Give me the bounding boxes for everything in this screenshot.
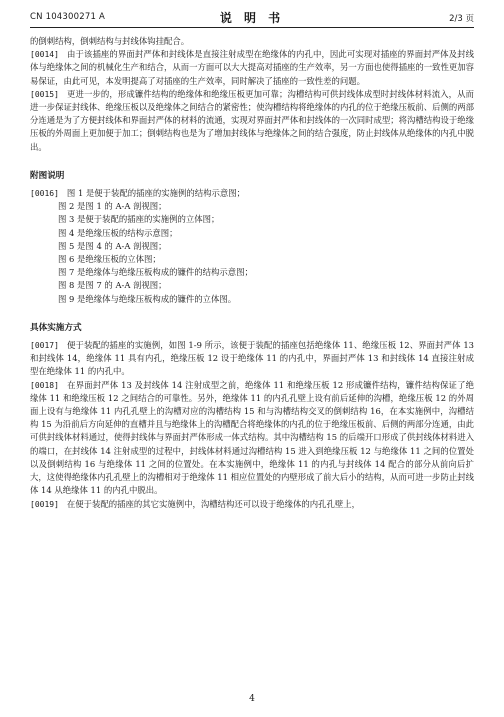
page-indicator: 2/3 页	[449, 14, 474, 24]
paragraph-number: [0015]	[30, 89, 59, 99]
page-number: 4	[249, 694, 255, 704]
section-heading-figures: 附图说明	[30, 170, 65, 181]
figure-item: 图 5 是图 4 的 A-A 剖视图；	[58, 240, 167, 251]
paragraph-number: [0016]	[30, 189, 59, 199]
paragraph-number: [0018]	[30, 380, 59, 390]
paragraph-0014: [0014] 由于该插座的界面封严体和封线体是直接注射成型在绝缘体的内孔中，因此可实现对插座的界面封严体及封线体与绝缘体之间的机械化生产和结合，从而一方面可以大大提高对插座的生产效率，另一方面也使得插座的一致性更加容易保证，由此可见，本发明提高了对插座的生产效率，同时解决了插座的一致性差的问题。	[30, 49, 474, 86]
section-heading-embodiment: 具体实施方式	[30, 322, 82, 333]
header-rule	[30, 27, 474, 28]
figure-item: 图 2 是图 1 的 A-A 剖视图；	[58, 201, 167, 212]
paragraph-0019: [0019] 在便于装配的插座的其它实施例中，沟槽结构还可以设于绝缘体的内孔孔壁上，	[30, 498, 361, 509]
paragraph-number: [0017]	[30, 341, 59, 351]
paragraph-continuation: 的倒刺结构，倒刺结构与封线体钩挂配合。	[30, 36, 190, 46]
publication-number: CN 104300271 A	[30, 12, 105, 22]
figure-item: 图 6 是绝缘压板的立体图；	[58, 254, 161, 265]
paragraph-0015: [0015] 更进一步的，形成镰件结构的绝缘体和绝缘压板更加可靠；沟槽结构可供封线体成型时封线体材料流入，从而进一步保证封线体、绝缘压板以及绝缘体之间结合的紧密性；使沟槽结构将绝缘体的内孔的位于绝缘压板前、后侧的两部分连通是为了方便封线体和界面封严体的材料的流通，实现对界面封严体和封线体的一次同时成型；将沟槽结构设于绝缘压板的外周面上更加便于加工；倒刺结构也是为了增加封线体与绝缘体之间的结合强度，防止封线体从绝缘体的内孔中脱出。	[30, 88, 474, 152]
document-body	[30, 35, 474, 511]
figure-item: 图 8 是图 7 的 A-A 剖视图；	[58, 280, 167, 291]
figure-item: 图 3 是便于装配的插座的实施例的立体图；	[58, 214, 220, 225]
figure-item: 图 7 是绝缘体与绝缘压板构成的镰件的结构示意图；	[58, 267, 253, 278]
document-title: 说 明 书	[219, 11, 285, 25]
paragraph-number: [0019]	[30, 499, 59, 509]
paragraph-number: [0014]	[30, 50, 59, 60]
figure-item: 图 9 是绝缘体与绝缘压板构成的镰件的立体图。	[58, 293, 237, 304]
figure-item: [0016] 图 1 是便于装配的插座的实施例的结构示意图；	[30, 188, 246, 199]
paragraph-0018: [0018] 在界面封严体 13 及封线体 14 注射成型之前，绝缘体 11 和绝缘压板 12 形成镰件结构，镰件结构保证了绝缘体 11 和绝缘压板 12 之间结合的可靠性。另外，绝缘体 11 的内孔孔壁上设有前后延伸的沟槽，绝缘压板 12 的外周面上设有与绝缘体 11 内孔孔壁上的沟槽对应的沟槽结构 15 和与沟槽结构交叉的倒刺结构 16，在本实施例中，沟槽结构 15 为沿前后方向延伸的直槽并且与绝缘体上的沟槽配合将绝缘体的内孔的位于绝缘压板前、后侧的两部分连通，由此可供封线体材料通过，使得封线体与界面封严体形成一体式结构。其中沟槽结构 15 的后端开口形成了供封线体材料进入的端口，在封线体 14 注射成型的过程中，封线体材料通过沟槽结构 15 进入到绝缘压板 12 与绝缘体 11 之间的位置处以及倒刺结构 16 与绝缘体 11 之间的位置处。在本实施例中，绝缘体 11 的内孔与封线体 14 配合的部分从前向后扩大，这使得绝缘体内孔孔壁上的沟槽相对于绝缘体 11 相应位置处的内壁形成了前大后小的结构，从而可进一步防止封线体 14 从绝缘体 11 的内孔中脱出。	[30, 379, 474, 496]
page-header	[30, 8, 474, 26]
paragraph-0017: [0017] 便于装配的插座的实施例，如图 1-9 所示，该便于装配的插座包括绝缘体 11、绝缘压板 12、界面封严体 13 和封线体 14，绝缘体 11 具有内孔，绝缘压板 12 设于绝缘体 11 的内孔中，界面封严体 13 和封线体 14 直接注射成型在绝缘体 11 的内孔中。	[30, 340, 474, 377]
figure-item: 图 4 是绝缘压板的结构示意图；	[58, 227, 178, 238]
